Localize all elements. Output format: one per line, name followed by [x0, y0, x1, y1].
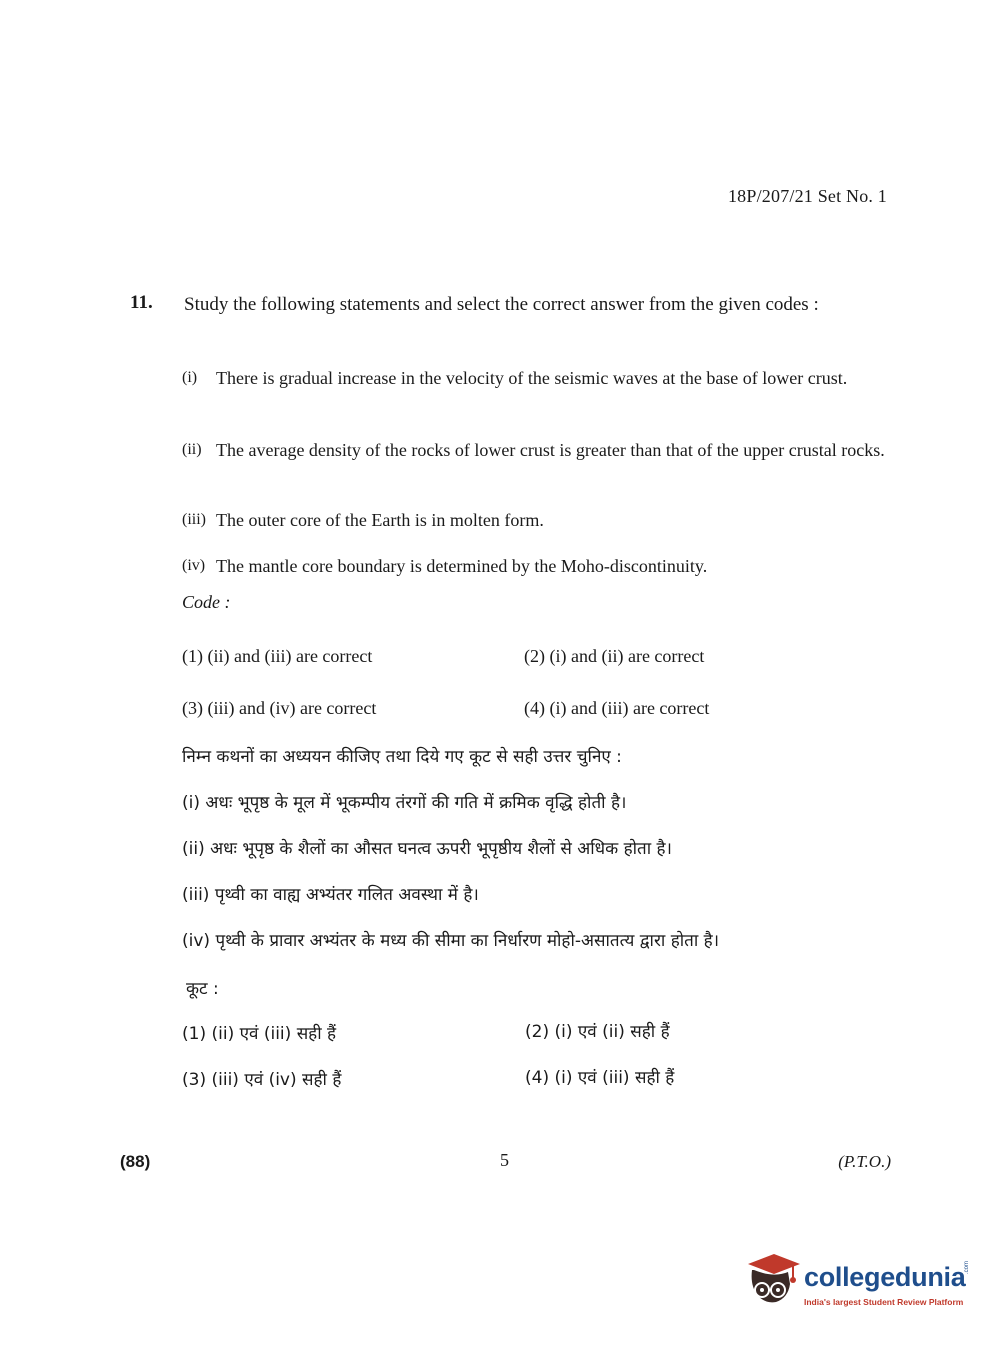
statement-text: The average density of the rocks of lower crust is greater than that of the upper crustal rocks. — [216, 440, 885, 460]
code-label: Code : — [182, 592, 231, 612]
hindi-option-3: (3) (iii) एवं (iv) सही हैं — [182, 1070, 342, 1090]
statement-text: The outer core of the Earth is in molten form. — [216, 510, 544, 530]
hindi-code-label: कूट : — [186, 979, 219, 999]
statement-1 — [182, 366, 888, 390]
logo-tagline: India's largest Student Review Platform — [804, 1297, 964, 1307]
statement-2 — [182, 438, 888, 462]
page-number: 5 — [500, 1150, 509, 1170]
statement-text: The mantle core boundary is determined by the Moho-discontinuity. — [216, 556, 708, 576]
pto-label: (P.T.O.) — [838, 1152, 891, 1171]
hindi-statement-3: (iii) पृथ्वी का वाह्य अभ्यंतर गलित अवस्था में है। — [182, 885, 479, 905]
logo-suffix: .com — [964, 1260, 970, 1274]
set-number: 18P/207/21 Set No. 1 — [727, 186, 887, 206]
hindi-option-4: (4) (i) एवं (iii) सही हैं — [525, 1068, 675, 1088]
hindi-intro: निम्न कथनों का अध्ययन कीजिए तथा दिये गए कूट से सही उत्तर चुनिए : — [182, 747, 622, 767]
paper-code: (88) — [120, 1152, 151, 1171]
statement-label: (ii) — [182, 441, 202, 458]
mascot-icon — [744, 1250, 802, 1310]
statement-3 — [182, 508, 888, 532]
option-1: (1) (ii) and (iii) are correct — [182, 646, 373, 666]
statement-text: There is gradual increase in the velocity of the seismic waves at the base of lower crust. — [216, 368, 848, 388]
collegedunia-logo — [744, 1250, 974, 1314]
hindi-statement-1: (i) अधः भूपृष्ठ के मूल में भूकम्पीय तंरगों की गति में क्रमिक वृद्धि होती है। — [182, 793, 627, 813]
statement-label: (iv) — [182, 557, 206, 574]
statement-label: (i) — [182, 369, 198, 386]
option-4: (4) (i) and (iii) are correct — [524, 698, 710, 718]
hindi-option-2: (2) (i) एवं (ii) सही हैं — [525, 1022, 670, 1042]
option-2: (2) (i) and (ii) are correct — [524, 646, 705, 666]
hindi-statement-4: (iv) पृथ्वी के प्रावार अभ्यंतर के मध्य की सीमा का निर्धारण मोहो-असातत्य द्वारा होता है। — [182, 931, 720, 951]
hindi-statement-2: (ii) अधः भूपृष्ठ के शैलों का औसत घनत्व ऊपरी भूपृष्ठीय शैलों से अधिक होता है। — [182, 839, 672, 859]
logo-wordmark: collegedunia — [804, 1262, 966, 1292]
statement-label: (iii) — [182, 511, 206, 528]
option-3: (3) (iii) and (iv) are correct — [182, 698, 377, 718]
hindi-option-1: (1) (ii) एवं (iii) सही हैं — [182, 1024, 337, 1044]
question-text: Study the following statements and select the correct answer from the given codes : — [184, 294, 819, 315]
question-number: 11. — [130, 292, 153, 313]
statement-4 — [182, 554, 888, 578]
